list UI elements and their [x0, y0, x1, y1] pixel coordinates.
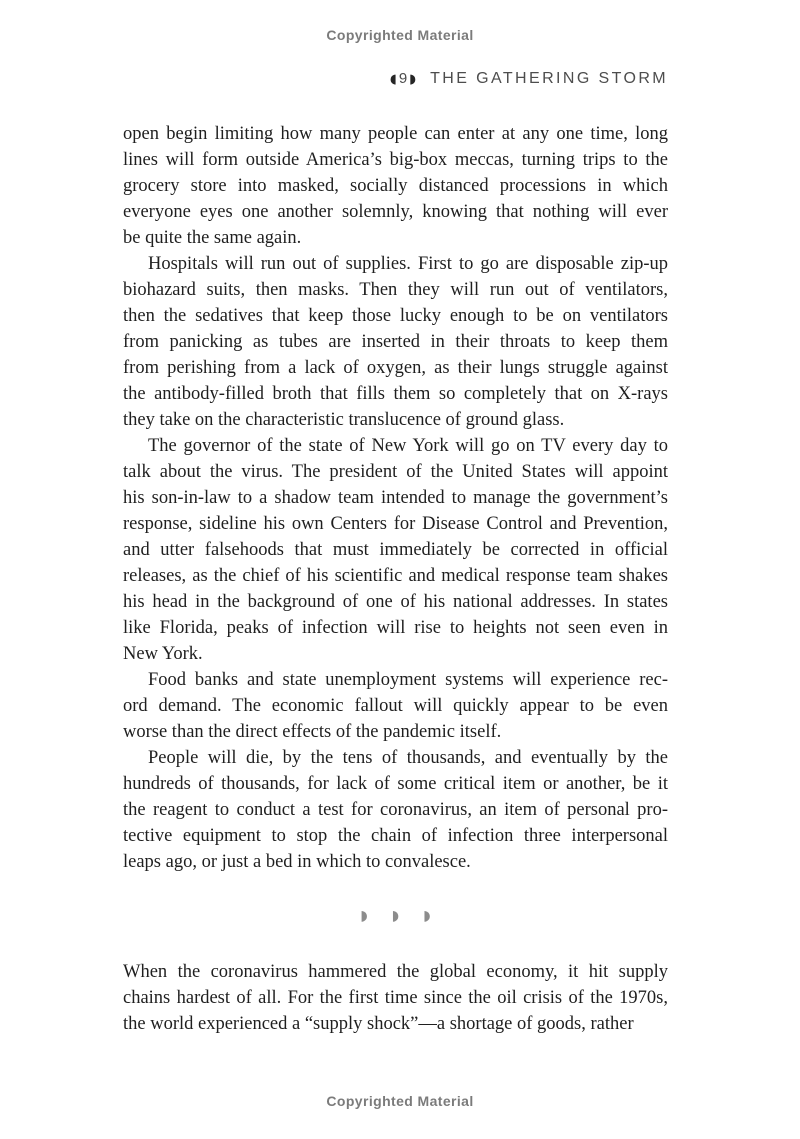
text-line: the reagent to conduct a test for coronavirus, an item of personal pro- — [123, 800, 668, 820]
half-circle-icon: ◗ — [423, 908, 431, 924]
text-line: talk about the virus. The president of the United States will appoint — [123, 462, 668, 482]
text-line: biohazard suits, then masks. Then they will run out of ventilators, — [123, 280, 668, 300]
text-line: from perishing from a lack of oxygen, as their lungs struggle against — [123, 358, 668, 378]
half-circle-icon: ◗ — [391, 908, 400, 924]
body-text — [123, 121, 668, 1037]
text-line: The governor of the state of New York will go on TV every day to — [148, 436, 668, 456]
right-half-circle-icon: ◗ — [409, 72, 418, 87]
paragraph — [123, 667, 668, 745]
text-line: When the coronavirus hammered the global economy, it hit supply — [123, 962, 668, 982]
text-line: his head in the background of one of his national addresses. In states — [123, 592, 668, 612]
half-circle-icon: ◗ — [360, 908, 368, 924]
paragraph — [123, 745, 668, 875]
text-line: tective equipment to stop the chain of infection three interpersonal — [123, 826, 668, 846]
paragraph — [123, 433, 668, 667]
page-header — [390, 70, 668, 88]
text-line: releases, as the chief of his scientific and medical response team shakes — [123, 566, 668, 586]
text-line: chains hardest of all. For the first time since the oil crisis of the 1970s, — [123, 988, 668, 1008]
text-line: worse than the direct effects of the pandemic itself. — [123, 722, 502, 742]
text-line: ord demand. The economic fallout will quickly appear to be even — [123, 696, 668, 716]
text-line: they take on the characteristic translucence of ground glass. — [123, 410, 565, 430]
text-line: open begin limiting how many people can enter at any one time, long — [123, 124, 668, 144]
left-half-circle-icon: ◖ — [390, 72, 398, 87]
text-line: everyone eyes one another solemnly, knowing that nothing will ever — [123, 202, 668, 222]
text-line: then the sedatives that keep those lucky enough to be on ventilators — [123, 306, 668, 326]
paragraph — [123, 959, 668, 1037]
text-line: Hospitals will run out of supplies. First to go are disposable zip-up — [148, 254, 668, 274]
text-line: his son-in-law to a shadow team intended to manage the government’s — [123, 488, 668, 508]
text-line: response, sideline his own Centers for Disease Control and Prevention, — [123, 514, 668, 534]
text-line: like Florida, peaks of infection will rise to heights not seen even in — [123, 618, 668, 638]
text-line: the world experienced a “supply shock”—a shortage of goods, rather — [123, 1014, 634, 1034]
text-line: leaps ago, or just a bed in which to convalesce. — [123, 852, 471, 872]
text-line: New York. — [123, 644, 203, 664]
text-line: lines will form outside America’s big-box meccas, turning trips to the — [123, 150, 668, 170]
section-divider — [123, 907, 668, 924]
text-line: grocery store into masked, socially distanced processions in which — [123, 176, 668, 196]
copyright-notice-top: Copyrighted Material — [326, 27, 474, 43]
text-line: be quite the same again. — [123, 228, 302, 248]
copyright-notice-bottom: Copyrighted Material — [326, 1093, 474, 1109]
chapter-title: THE GATHERING STORM — [430, 70, 668, 87]
page-number-marker — [390, 70, 417, 87]
text-line: Food banks and state unemployment systems will experience rec- — [148, 670, 668, 690]
paragraph — [123, 251, 668, 433]
text-line: the antibody-filled broth that fills them so completely that on X-rays — [123, 384, 668, 404]
text-line: from panicking as tubes are inserted in their throats to keep them — [123, 332, 668, 352]
text-line: hundreds of thousands, for lack of some critical item or another, be it — [123, 774, 668, 794]
page-number: 9 — [398, 70, 409, 87]
text-line: People will die, by the tens of thousands, and eventually by the — [148, 748, 668, 768]
paragraph — [123, 121, 668, 251]
text-line: and utter falsehoods that must immediately be corrected in official — [123, 540, 668, 560]
